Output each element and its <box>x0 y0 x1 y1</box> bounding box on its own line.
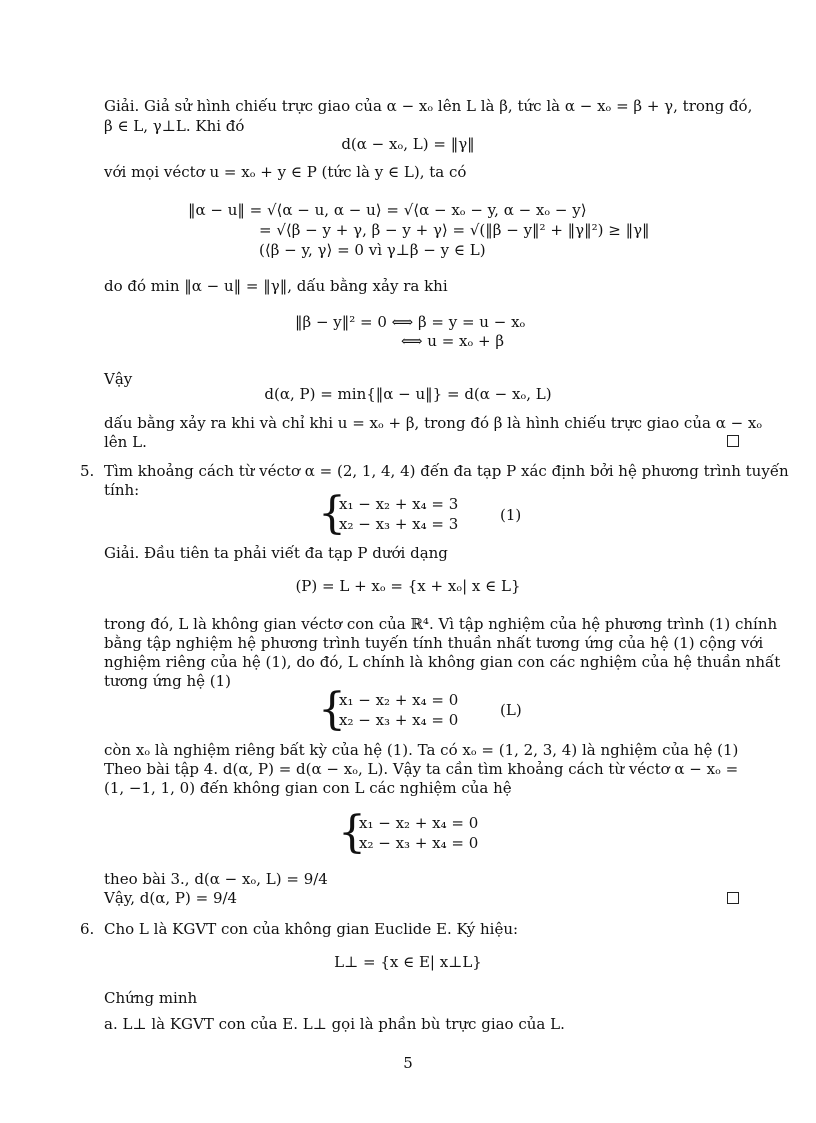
equation-line: (⟨β − y, γ⟩ = 0 vì γ⊥β − y ∈ L) <box>259 241 486 259</box>
system-row: x₁ − x₂ + x₄ = 3 <box>339 495 459 513</box>
display-equation: L⊥ = {x ∈ E| x⊥L} <box>334 953 482 971</box>
equation-line: = √⟨β − y + γ, β − y + γ⟩ = √(‖β − y‖² + ‖γ‖²) ≥ ‖γ‖ <box>259 221 650 239</box>
equation-line: ⟺ u = xₒ + β <box>401 332 505 350</box>
text-line: với mọi véctơ u = xₒ + y ∈ P (tức là y ∈ L), ta có <box>104 163 467 181</box>
item-number: 5. <box>80 462 95 480</box>
left-brace: { <box>318 488 346 539</box>
system-row: x₁ − x₂ + x₄ = 0 <box>359 814 479 832</box>
left-brace: { <box>338 807 366 858</box>
display-equation: d(α, P) = min{‖α − u‖} = d(α − xₒ, L) <box>264 385 552 403</box>
text-line: (1, −1, 1, 0) đến không gian con L các nghiệm của hệ <box>104 779 512 797</box>
text-line: tương ứng hệ (1) <box>104 672 231 690</box>
system-row: x₁ − x₂ + x₄ = 0 <box>339 691 459 709</box>
exercise-statement: Cho L là KGVT con của không gian Euclide E. Ký hiệu: <box>104 920 519 938</box>
text-line: do đó min ‖α − u‖ = ‖γ‖, dấu bằng xảy ra khi <box>104 277 448 295</box>
text-line: nghiệm riêng của hệ (1), do đó, L chính là không gian con các nghiệm của hệ thuần nhất <box>104 653 781 671</box>
equation-tag: (1) <box>500 506 522 524</box>
left-brace: { <box>318 684 346 735</box>
page-number: 5 <box>403 1054 413 1072</box>
display-equation: d(α − xₒ, L) = ‖γ‖ <box>341 135 475 153</box>
text-line: Theo bài tập 4. d(α, P) = d(α − xₒ, L). Vậy ta cần tìm khoảng cách từ véctơ α − xₒ = <box>104 760 739 778</box>
qed-box <box>727 435 739 447</box>
text-line: β ∈ L, γ⊥L. Khi đó <box>104 117 245 135</box>
display-equation: (P) = L + xₒ = {x + xₒ| x ∈ L} <box>295 577 521 595</box>
system-row: x₂ − x₃ + x₄ = 0 <box>359 834 479 852</box>
text-line: lên L. <box>104 433 147 451</box>
solution-line: Giải. Giả sử hình chiếu trực giao của α − xₒ lên L là β, tức là α − xₒ = β + γ, trong đó, <box>104 97 753 115</box>
equation-line: ‖α − u‖ = √⟨α − u, α − u⟩ = √⟨α − xₒ − y, α − xₒ − y⟩ <box>188 201 587 219</box>
exercise-statement: Tìm khoảng cách từ véctơ α = (2, 1, 4, 4) đến đa tạp P xác định bởi hệ phương trình tuyến <box>104 462 789 480</box>
text-line: còn xₒ là nghiệm riêng bất kỳ của hệ (1). Ta có xₒ = (1, 2, 3, 4) là nghiệm của hệ (1) <box>104 741 739 759</box>
text-line: theo bài 3., d(α − xₒ, L) = 9/4 <box>104 870 328 888</box>
equation-tag: (L) <box>500 701 522 719</box>
text-line: Chứng minh <box>104 989 198 1007</box>
text-line: bằng tập nghiệm hệ phương trình tuyến tính thuần nhất tương ứng của hệ (1) cộng với <box>104 634 764 652</box>
text-line: dấu bằng xảy ra khi và chỉ khi u = xₒ + β, trong đó β là hình chiếu trực giao của α − xₒ <box>104 414 763 432</box>
item-number: 6. <box>80 920 95 938</box>
text-line: Vậy <box>104 370 133 388</box>
system-row: x₂ − x₃ + x₄ = 0 <box>339 711 459 729</box>
text-line: tính: <box>104 481 140 499</box>
text-line: trong đó, L là không gian véctơ con của ℝ⁴. Vì tập nghiệm của hệ phương trình (1) chính <box>104 615 778 633</box>
qed-box <box>727 892 739 904</box>
text-line: a. L⊥ là KGVT con của E. L⊥ gọi là phần bù trực giao của L. <box>104 1015 565 1033</box>
system-row: x₂ − x₃ + x₄ = 3 <box>339 515 459 533</box>
solution-line: Giải. Đầu tiên ta phải viết đa tạp P dưới dạng <box>104 544 448 562</box>
equation-line: ‖β − y‖² = 0 ⟺ β = y = u − xₒ <box>295 313 526 331</box>
text-line: Vậy, d(α, P) = 9/4 <box>104 889 238 907</box>
